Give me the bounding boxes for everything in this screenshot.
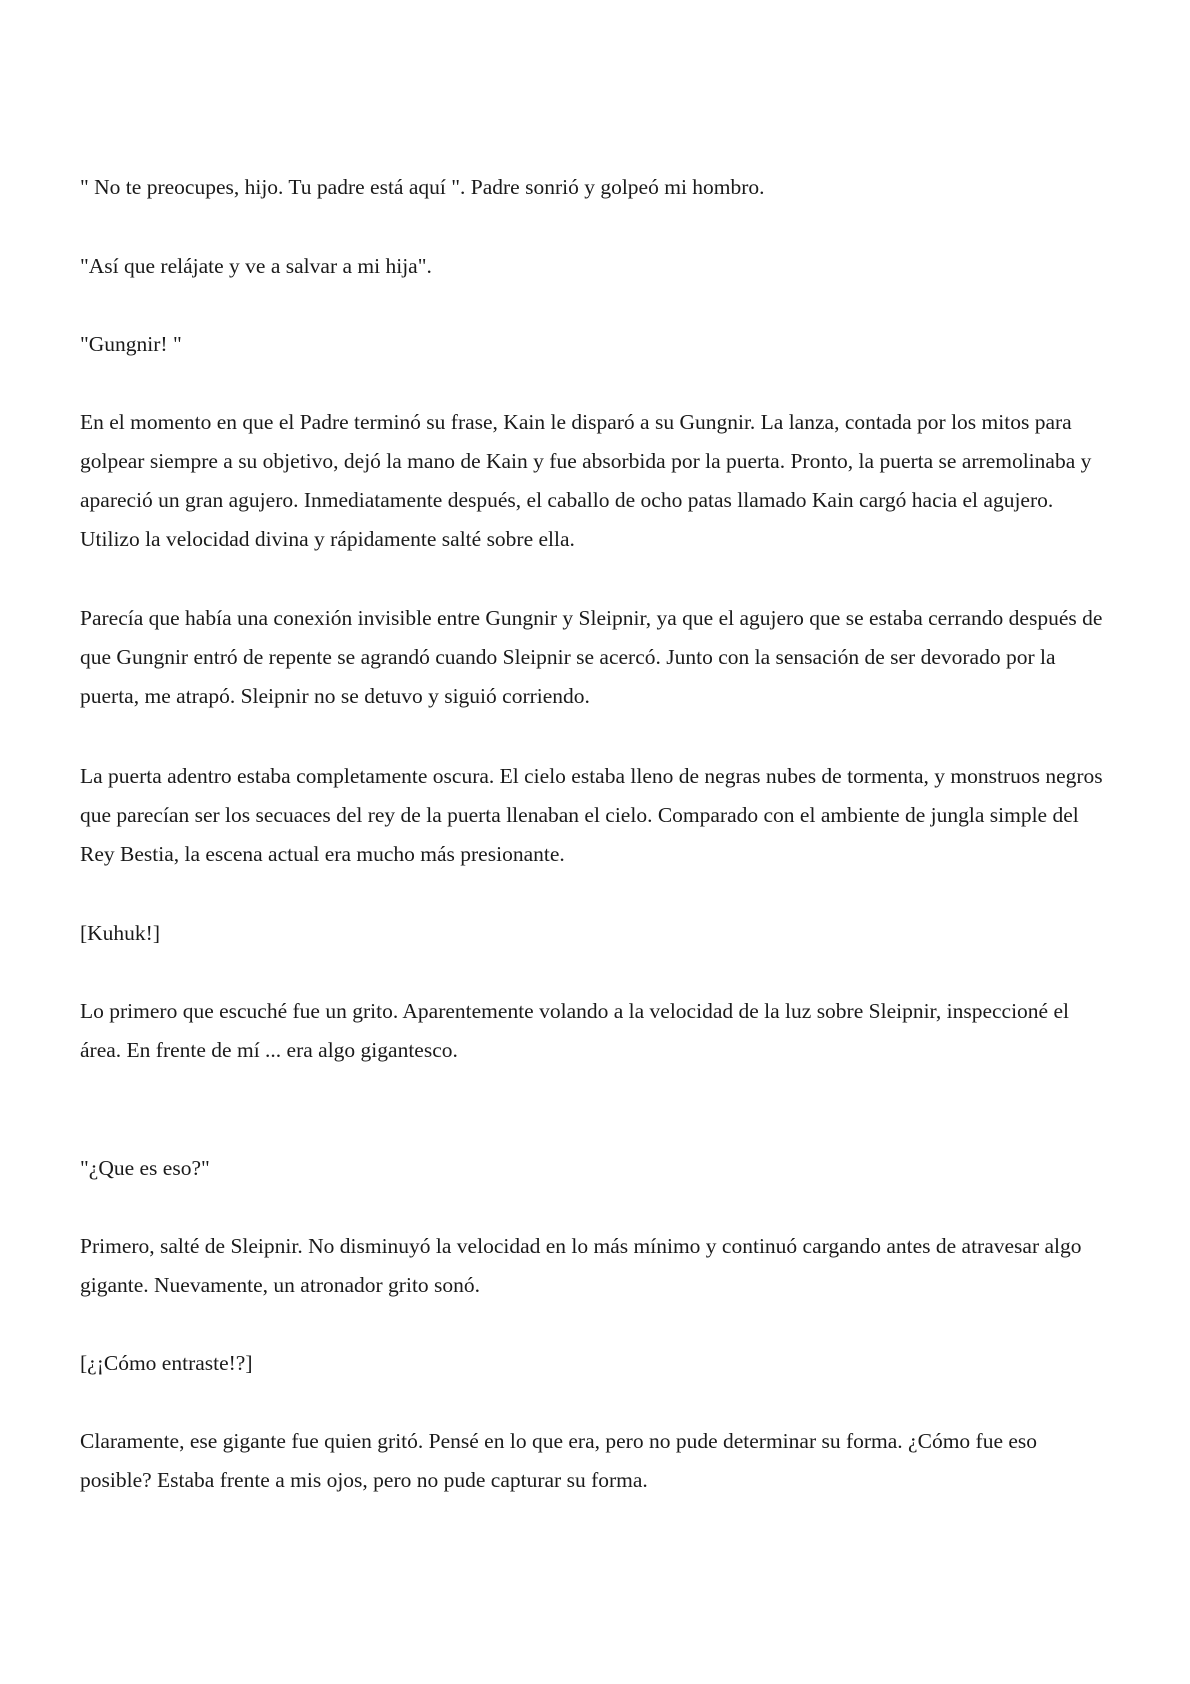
paragraph-9: "¿Que es eso?" (80, 1156, 210, 1180)
paragraph-11: [¿¡Cómo entraste!?] (80, 1351, 253, 1375)
paragraph-12: Claramente, ese gigante fue quien gritó. Pensé en lo que era, pero no pude determinar su forma. ¿Cómo fue eso posible? Estaba frente a mis ojos, pero no pude capturar su forma. (80, 1429, 1038, 1492)
paragraph-1: " No te preocupes, hijo. Tu padre está aquí ". Padre sonrió y golpeó mi hombro. (80, 175, 765, 199)
paragraph-6: La puerta adentro estaba completamente oscura. El cielo estaba lleno de negras nubes de tormenta, y monstruos negros que parecían ser los secuaces del rey de la puerta llenaban el cielo. Comparado con el ambiente de jungla simple del Rey Bestia, la escena actual era mucho más presionante. (80, 764, 1103, 866)
paragraph-4: En el momento en que el Padre terminó su frase, Kain le disparó a su Gungnir. La lanza, contada por los mitos para golpear siempre a su objetivo, dejó la mano de Kain y fue absorbida por la puerta. Pronto, la puerta se arremolinaba y apareció un gran agujero. Inmediatamente después, el caballo de ocho patas llamado Kain cargó hacia el agujero. Utilizo la velocidad divina y rápidamente salté sobre ella. (80, 410, 1092, 551)
paragraph-5: Parecía que había una conexión invisible entre Gungnir y Sleipnir, ya que el agujero que se estaba cerrando después de que Gungnir entró de repente se agrandó cuando Sleipnir se acercó. Junto con la sensación de ser devorado por la puerta, me atrapó. Sleipnir no se detuvo y siguió corriendo. (80, 606, 1103, 708)
paragraph-8: Lo primero que escuché fue un grito. Aparentemente volando a la velocidad de la luz sobre Sleipnir, inspeccioné el área. En frente de mí ... era algo gigantesco. (80, 999, 1069, 1062)
paragraph-7: [Kuhuk!] (80, 921, 161, 945)
paragraph-10: Primero, salté de Sleipnir. No disminuyó la velocidad en lo más mínimo y continuó cargando antes de atravesar algo gigante. Nuevamente, un atronador grito sonó. (80, 1234, 1082, 1297)
paragraph-2: "Así que relájate y ve a salvar a mi hija". (80, 254, 432, 278)
paragraph-3: "Gungnir! " (80, 332, 182, 356)
